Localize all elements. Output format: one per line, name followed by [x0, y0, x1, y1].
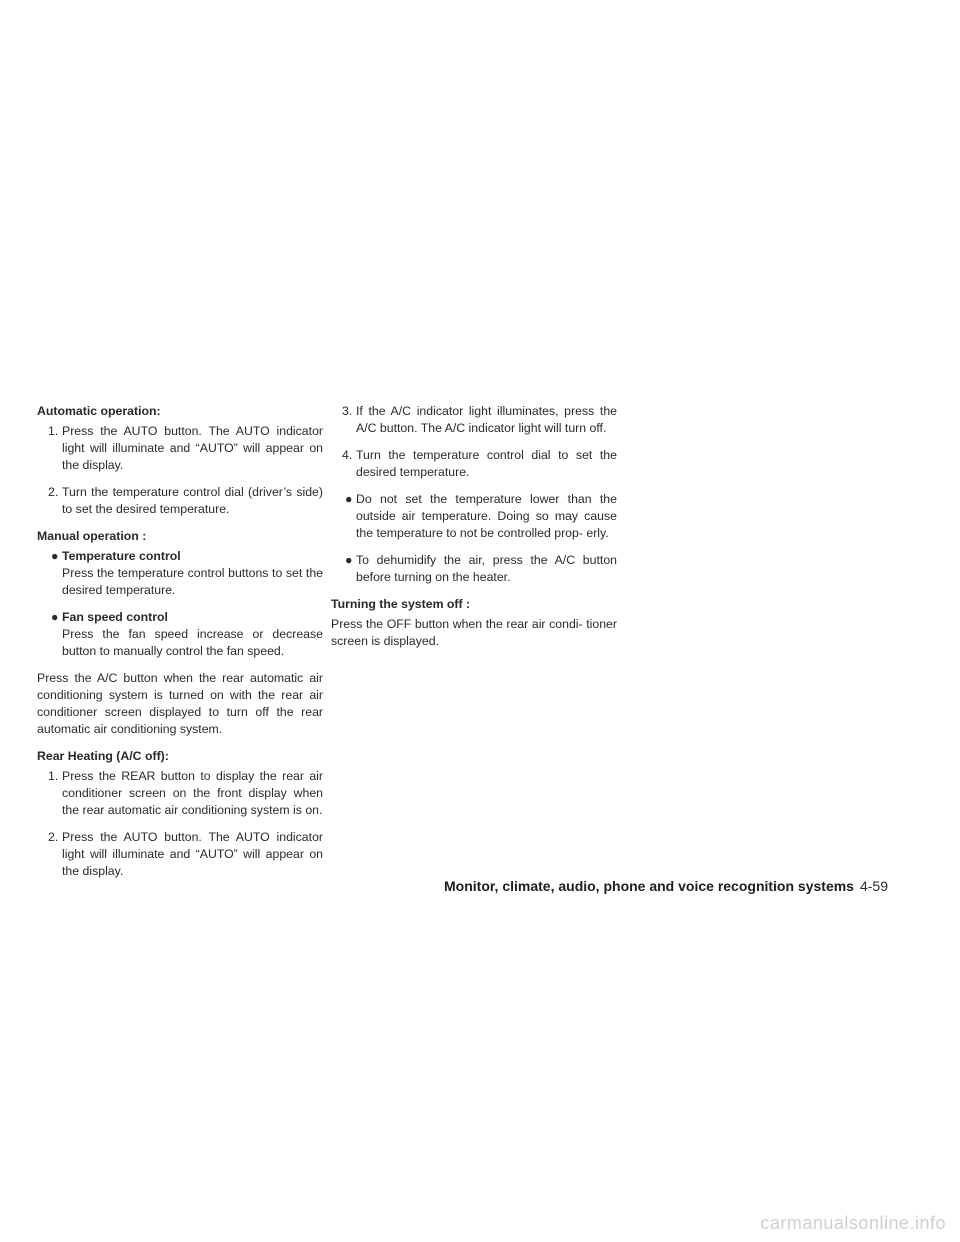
list-item	[37, 423, 323, 474]
manual-operation-heading: Manual operation :	[37, 529, 147, 543]
bullet-icon: ●	[345, 492, 353, 506]
turning-off-paragraph: Press the OFF button when the rear air condi- tioner screen is displayed.	[331, 617, 617, 648]
bullet-text: Do not set the temperature lower than the outside air temperature. Doing so may cause the temperature to not be controlled prop- erly.	[356, 492, 617, 540]
section-title: Monitor, climate, audio, phone and voice recognition systems	[444, 878, 854, 894]
item-text: If the A/C indicator light illuminates, press the A/C button. The A/C indicator light will turn off.	[356, 404, 617, 435]
bullet-icon: ●	[51, 610, 59, 624]
list-item	[37, 484, 323, 518]
watermark: carmanualsonline.info	[760, 1213, 946, 1233]
item-number: 2.	[48, 830, 59, 844]
page-footer	[444, 878, 888, 894]
right-column	[331, 403, 617, 660]
bullet-item	[37, 609, 323, 660]
rear-heating-heading: Rear Heating (A/C off):	[37, 749, 169, 763]
item-number: 1.	[48, 769, 59, 783]
item-text: Press the AUTO button. The AUTO indicator light will illuminate and “AUTO” will appear on the display.	[62, 424, 323, 472]
bullet-icon: ●	[51, 549, 59, 563]
item-text: Turn the temperature control dial to set the desired temperature.	[356, 448, 617, 479]
ac-paragraph: Press the A/C button when the rear automatic air conditioning system is turned on with the rear air conditioner screen displayed to turn off the rear automatic air conditioning system.	[37, 671, 323, 736]
list-item	[37, 829, 323, 880]
bullet-item	[37, 548, 323, 599]
item-text: Press the AUTO button. The AUTO indicator light will illuminate and “AUTO” will appear on the display.	[62, 830, 323, 878]
item-number: 2.	[48, 485, 59, 499]
list-item	[331, 447, 617, 481]
bullet-text: Press the fan speed increase or decrease button to manually control the fan speed.	[62, 627, 323, 658]
bullet-text: To dehumidify the air, press the A/C button before turning on the heater.	[356, 553, 617, 584]
item-number: 1.	[48, 424, 59, 438]
item-number: 3.	[342, 404, 353, 418]
bullet-title: Fan speed control	[62, 610, 168, 624]
automatic-operation-heading: Automatic operation:	[37, 404, 161, 418]
bullet-icon: ●	[345, 553, 353, 567]
item-text: Press the REAR button to display the rear air conditioner screen on the front display when the rear automatic air conditioning system is on.	[62, 769, 323, 817]
bullet-item	[331, 491, 617, 542]
left-column	[37, 403, 323, 890]
list-item	[37, 768, 323, 819]
item-text: Turn the temperature control dial (driver’s side) to set the desired temperature.	[62, 485, 323, 516]
turning-off-heading: Turning the system off :	[331, 597, 471, 611]
item-number: 4.	[342, 448, 353, 462]
bullet-text: Press the temperature control buttons to set the desired temperature.	[62, 566, 323, 597]
page-number: 4-59	[859, 878, 888, 894]
list-item	[331, 403, 617, 437]
bullet-title: Temperature control	[62, 549, 181, 563]
bullet-item	[331, 552, 617, 586]
